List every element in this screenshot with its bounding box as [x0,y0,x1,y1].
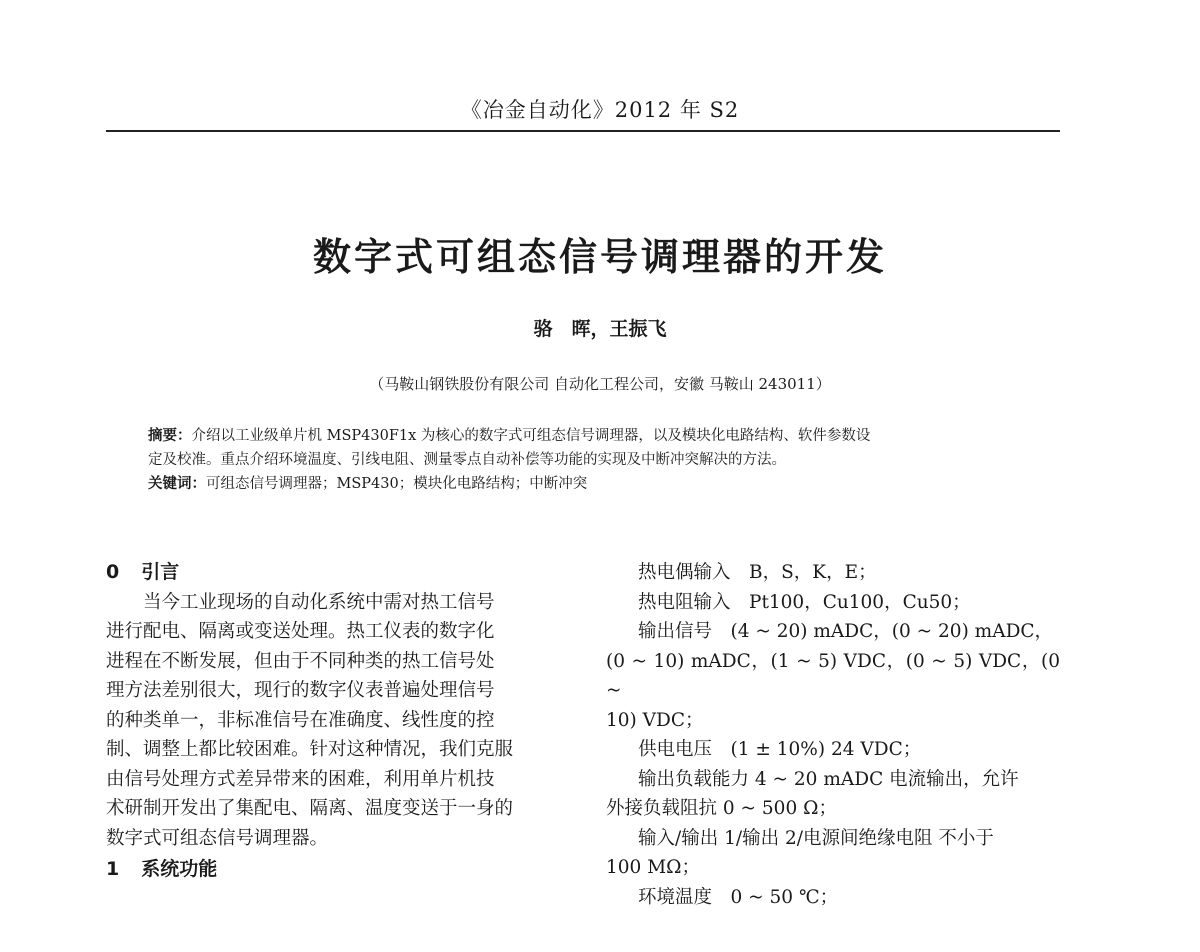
spec-thermocouple-input: 热电偶输入 B，S，K，E； [638,562,877,583]
abstract-text-1: 介绍以工业级单片机 MSP430F1x 为核心的数字式可组态信号调理器，以及模块化电路结构、软件参数设 [191,428,871,444]
abstract-line-1 [148,424,1048,448]
spec-ambient-temp: 环境温度 0 ~ 50 ℃； [638,886,839,908]
article-title: 数字式可组态信号调理器的开发 [312,235,887,279]
article-authors: 骆 晖，王振飞 [533,318,667,340]
spec-load-capacity: 输出负载能力 4 ~ 20 mADC 电流输出，允许 [638,768,1019,790]
spec-output-signal-cont-1: (0 ~ 10) mADC，(1 ~ 5) VDC，(0 ~ 5) VDC，(0 ~ [606,650,1060,701]
keywords-text: 可组态信号调理器；MSP430；模块化电路结构；中断冲突 [206,476,588,492]
right-column [606,558,1060,912]
spec-rtd-input: 热电阻输入 Pt100，Cu100，Cu50； [638,591,971,613]
intro-line-5: 的种类单一，非标准信号在准确度、线性度的控 [106,709,495,731]
article-affiliation: （马鞍山钢铁股份有限公司 自动化工程公司，安徽 马鞍山 243011） [369,375,831,393]
intro-line-2: 进行配电、隔离或变送处理。热工仪表的数字化 [106,621,495,642]
running-header: 《冶金自动化》2012 年 S2 [460,98,740,122]
left-column [106,558,570,885]
abstract-label: 摘要： [148,427,192,444]
section-title-0: 引言 [141,561,180,583]
section-number-1: 1 [106,858,120,880]
header-rule [106,130,1060,132]
abstract-block [148,424,1048,496]
spec-output-signal: 输出信号 (4 ~ 20) mADC，(0 ~ 20) mADC， [638,621,1054,642]
intro-line-4: 理方法差别很大，现行的数字仪表普遍处理信号 [106,680,495,701]
keywords-label: 关键词： [148,475,206,492]
section-heading-1 [106,855,570,885]
abstract-line-2: 定及校准。重点介绍环境温度、引线电阻、测量零点自动补偿等功能的实现及中断冲突解决的方法。 [148,452,786,468]
spec-supply-voltage: 供电电压 (1 ± 10%) 24 VDC； [638,739,922,760]
intro-line-6: 制、调整上都比较困难。针对这种情况，我们克服 [106,739,514,760]
intro-line-1: 当今工业现场的自动化系统中需对热工信号 [143,591,495,613]
intro-line-8: 术研制开发出了集配电、隔离、温度变送于一身的 [106,798,514,819]
intro-line-9: 数字式可组态信号调理器。 [106,827,329,849]
intro-line-7: 由信号处理方式差异带来的困难，利用单片机技 [106,768,495,790]
spec-load-capacity-cont: 外接负载阻抗 0 ~ 500 Ω； [606,798,837,819]
section-title-1: 系统功能 [141,858,218,880]
section-number-0: 0 [106,561,120,583]
keywords-line [148,472,1048,496]
spec-insulation: 输入/输出 1/输出 2/电源间绝缘电阻 不小于 [638,827,994,849]
spec-output-signal-cont-2: 10) VDC； [606,709,704,731]
section-heading-0 [106,558,570,588]
spec-insulation-cont: 100 MΩ； [606,857,700,878]
intro-line-3: 进程在不断发展，但由于不同种类的热工信号处 [106,650,495,672]
